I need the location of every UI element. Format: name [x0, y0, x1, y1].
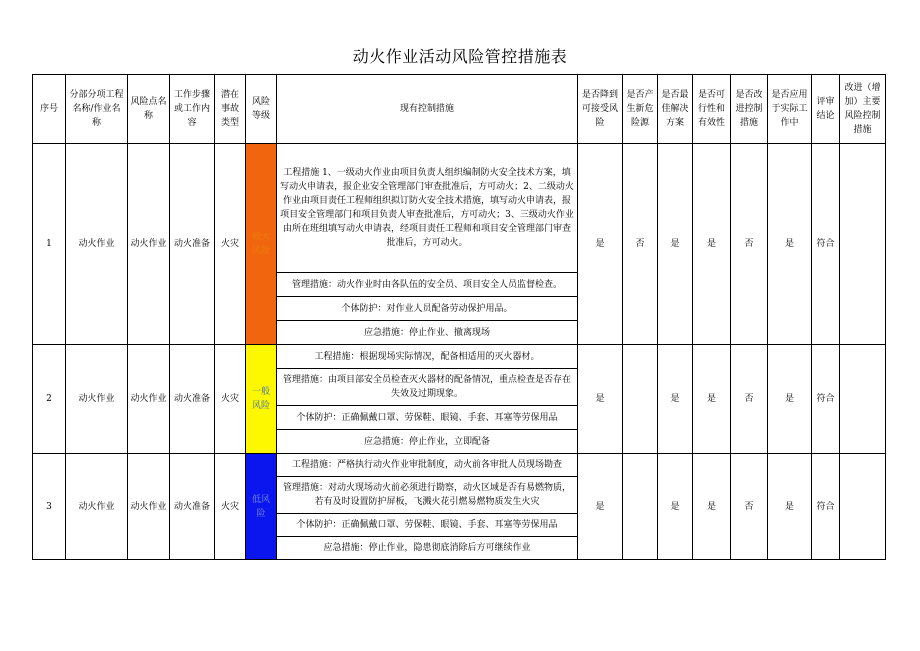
project-cell: 动火作业 [66, 454, 128, 560]
header-risk-point: 风险点名称 [128, 75, 170, 144]
improvement-cell [840, 345, 886, 454]
header-improve: 是否改进控制措施 [731, 75, 768, 144]
ppe-measure: 个体防护：对作业人员配备劳动保护用品。 [277, 297, 578, 321]
best-cell: 是 [658, 144, 693, 345]
step-cell: 动火准备 [170, 345, 215, 454]
engineering-measure: 工程措施：根据现场实际情况，配备相适用的灭火器材。 [277, 345, 578, 369]
ppe-measure: 个体防护：正确佩戴口罩、劳保鞋、眼镜、手套、耳塞等劳保用品 [277, 514, 578, 537]
risk-point-cell: 动火作业 [128, 144, 170, 345]
seq-cell: 1 [33, 144, 66, 345]
conclusion-cell: 符合 [812, 454, 840, 560]
feasible-cell: 是 [693, 345, 731, 454]
applied-cell: 是 [768, 144, 812, 345]
management-measure: 管理措施：由项目部安全员检查灭火器材的配备情况，重点检查是否存在失效及过期现象。 [277, 369, 578, 406]
risk-level-badge [246, 345, 277, 454]
improve-cell: 否 [731, 454, 768, 560]
accident-cell: 火灾 [215, 345, 246, 454]
risk-level-badge [246, 454, 277, 560]
acceptable-cell: 是 [578, 144, 623, 345]
engineering-measure: 工程措施：严格执行动火作业审批制度，动火前各审批人员现场勘查 [277, 454, 578, 477]
page-title: 动火作业活动风险管控措施表 [352, 47, 568, 66]
emergency-measure: 应急措施：停止作业，立即配备 [277, 430, 578, 454]
improvement-cell [840, 454, 886, 560]
accident-cell: 火灾 [215, 144, 246, 345]
risk-point-cell: 动火作业 [128, 345, 170, 454]
header-project: 分部分项工程名称/作业名称 [66, 75, 128, 144]
header-improvement: 改进（增加）主要风险控制措施 [840, 75, 886, 144]
feasible-cell: 是 [693, 454, 731, 560]
accident-cell: 火灾 [215, 454, 246, 560]
header-applied: 是否应用于实际工作中 [768, 75, 812, 144]
risk-level-label: 低风险 [251, 494, 270, 519]
table-header-row [33, 75, 886, 144]
seq-cell: 2 [33, 345, 66, 454]
header-seq: 序号 [33, 75, 66, 144]
project-cell: 动火作业 [66, 144, 128, 345]
table-row [33, 144, 886, 273]
engineering-measure: 工程措施 1、一级动火作业由项目负责人组织编制防火安全技术方案，填写动火申请表，报企业安全管理部门审查批准后，方可动火；2、二级动火作业由项目责任工程师组织拟订防火安全技术措施，填写动火申请表，报项目安全管理部门和项目负责人审查批准后，方可动火；3、三级动火作业由所在班组填写动火申请表，经项目责任工程师和项目安全管理部门审查批准后，方可动火。 [277, 144, 578, 273]
new-risk-cell [623, 345, 658, 454]
step-cell: 动火准备 [170, 144, 215, 345]
applied-cell: 是 [768, 345, 812, 454]
conclusion-cell: 符合 [812, 345, 840, 454]
best-cell: 是 [658, 345, 693, 454]
project-cell: 动火作业 [66, 345, 128, 454]
improve-cell: 否 [731, 144, 768, 345]
header-level: 风险等级 [246, 75, 277, 144]
new-risk-cell [623, 454, 658, 560]
risk-level-badge [246, 144, 277, 345]
acceptable-cell: 是 [578, 454, 623, 560]
header-new-risk: 是否产生新危险源 [623, 75, 658, 144]
risk-level-label: 较大风险 [251, 232, 270, 256]
improve-cell: 否 [731, 345, 768, 454]
header-conclusion: 评审结论 [812, 75, 840, 144]
header-best: 是否最佳解决方案 [658, 75, 693, 144]
ppe-measure: 个体防护：正确佩戴口罩、劳保鞋、眼镜、手套、耳塞等劳保用品 [277, 406, 578, 430]
header-measures: 现有控制措施 [277, 75, 578, 144]
header-accident: 潜在事故类型 [215, 75, 246, 144]
header-feasible: 是否可行性和有效性 [693, 75, 731, 144]
risk-point-cell: 动火作业 [128, 454, 170, 560]
risk-level-label: 一般风险 [251, 387, 270, 411]
applied-cell: 是 [768, 454, 812, 560]
emergency-measure: 应急措施：停止作业、撤离现场 [277, 321, 578, 345]
improvement-cell [840, 144, 886, 345]
feasible-cell: 是 [693, 144, 731, 345]
seq-cell: 3 [33, 454, 66, 560]
emergency-measure: 应急措施：停止作业，隐患彻底消除后方可继续作业 [277, 537, 578, 560]
new-risk-cell: 否 [623, 144, 658, 345]
risk-control-table [32, 74, 886, 560]
acceptable-cell: 是 [578, 345, 623, 454]
management-measure: 管理措施：对动火现场动火前必须进行勘察，动火区域是否有易燃物质，若有及时设置防护屏板，飞溅火花引燃易燃物质发生火灾 [277, 477, 578, 514]
best-cell: 是 [658, 454, 693, 560]
header-acceptable: 是否降到可接受风险 [578, 75, 623, 144]
management-measure: 管理措施：动火作业时由各队伍的安全员、项目安全人员监督检查。 [277, 273, 578, 297]
table-row [33, 345, 886, 369]
conclusion-cell: 符合 [812, 144, 840, 345]
step-cell: 动火准备 [170, 454, 215, 560]
table-row [33, 454, 886, 477]
header-step: 工作步骤或工作内容 [170, 75, 215, 144]
